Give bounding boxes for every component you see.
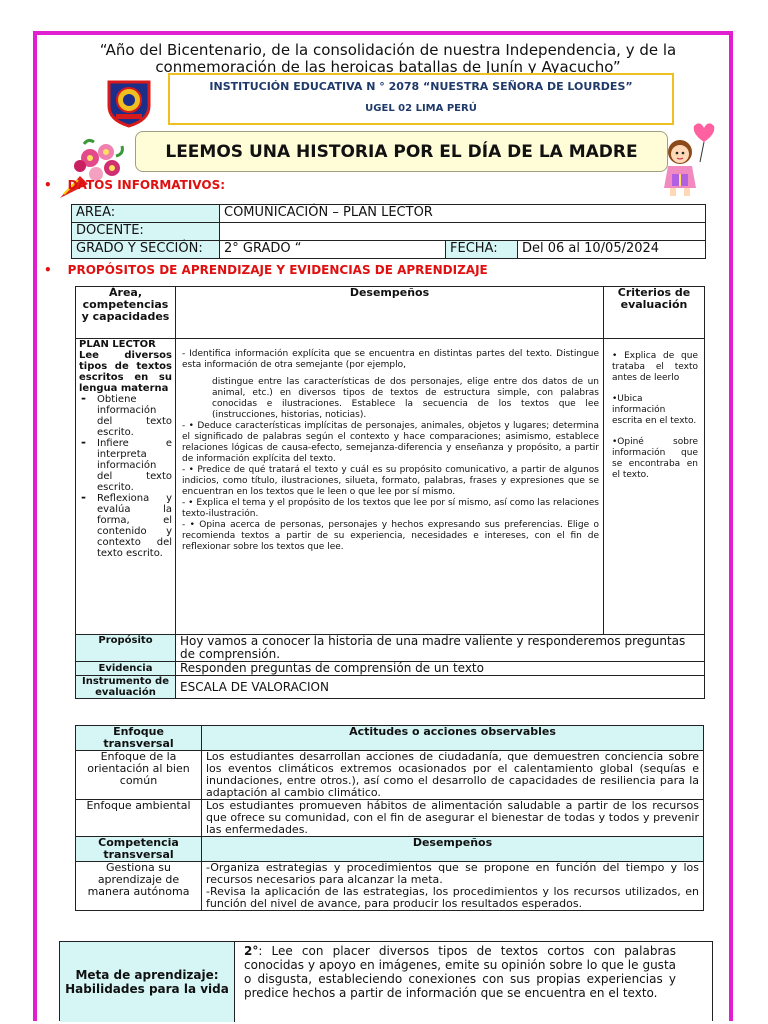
competencia-line: -Revisa la aplicación de las estrategias, los procedimientos y los recursos utilizados, en función del nivel de avance, para producir los resultados esperados.: [206, 885, 699, 910]
table-row: [72, 241, 706, 259]
area-value: COMUNICACIÓN – PLAN LECTOR: [220, 205, 706, 223]
area-label: AREA:: [72, 205, 220, 223]
page-title: LEEMOS UNA HISTORIA POR EL DÍA DE LA MADRE: [135, 131, 668, 172]
capacidades-list: [79, 394, 172, 559]
meta-label: Meta de aprendizaje: Habilidades para la vida: [60, 942, 235, 1022]
table-row: [76, 837, 704, 862]
col-enfoque: Enfoque transversal: [76, 726, 202, 751]
table-row: [76, 339, 705, 635]
competencia-name: Gestiona su aprendizaje de manera autónoma: [76, 862, 202, 911]
plan-lector-label: PLAN LECTOR: [79, 339, 156, 350]
col-desempenos: Desempeños: [176, 287, 604, 339]
table-row: [76, 662, 705, 676]
docente-label: DOCENTE:: [72, 223, 220, 241]
enfoque-name: Enfoque ambiental: [76, 800, 202, 837]
meta-box: [59, 941, 713, 1021]
instrumento-label: Instrumento de evaluación: [76, 676, 176, 699]
list-item: - Reflexiona y evalúa la forma, el contenido y contexto del texto escrito.: [79, 493, 172, 559]
desempeno-2: - • Deduce características implícitas de personajes, animales, objetos y lugares; determina el significado de palabras según el contexto y hace comparaciones; asimismo, establece relaciones lógicas de causa-efecto, semejanza-diferencia y enseñanza y propósito, a partir de información explícita del texto.: [182, 421, 599, 464]
desempeno-4: - • Explica el tema y el propósito de los textos que lee por sí mismo, así como las relaciones texto-ilustración.: [182, 498, 599, 519]
table-row: [76, 862, 704, 911]
table-row: [76, 635, 705, 662]
enfoque-text: Los estudiantes desarrollan acciones de ciudadanía, que demuestren conciencia sobre los eventos climáticos extremos ocasionados por el calentamiento global (sequías e inundaciones, entre otros.), así como el desarrollo de capacidades de resiliencia para la adaptación al cambio climático.: [202, 751, 704, 800]
instrumento-value: ESCALA DE VALORACION: [176, 676, 705, 699]
institution-box: [168, 73, 674, 125]
flower-bouquet-icon: [50, 136, 130, 202]
desempeno-3: - • Predice de qué tratará el texto y cuál es su propósito comunicativo, a partir de algunos indicios, como título, ilustraciones, silueta, formato, palabras, frases y expresiones que se encuentran en los textos que le leen o que lee por sí mismo.: [182, 465, 599, 497]
desempeno-1: - Identifica información explícita que se encuentra en distintas partes del texto. Distingue esta información de otra semejante (por ejemplo,: [182, 349, 599, 370]
meta-body: : Lee con placer diversos tipos de textos cortos con palabras conocidas y apoyo en imágenes, emite su opinión sobre lo que le gusta o disgusta, estableciendo conexiones con sus propias experiencias y predice hechos a partir de información que se encuentra en el texto.: [244, 944, 676, 1000]
col-area: Área, competencias y capacidades: [76, 287, 176, 339]
section-propositos: • PROPÓSITOS DE APRENDIZAJE Y EVIDENCIAS DE APRENDIZAJE: [44, 263, 488, 277]
list-item: - Obtiene información del texto escrito.: [79, 394, 172, 438]
datos-table: [71, 204, 706, 259]
institution-cut-line: UGEL 02 LIMA PERÚ: [365, 103, 477, 114]
institution-name: INSTITUCIÓN EDUCATIVA N ° 2078 “NUESTRA SEÑORA DE LOURDES”: [209, 80, 633, 93]
competencia-text: Lee diversos tipos de textos escritos en su lengua materna: [79, 350, 172, 394]
desempeno-1b: distingue entre las características de dos personajes, elige entre dos datos de un animal, etc.) en diversos tipos de textos de estructura simple, con palabras conocidas e ilustraciones. Establece la secuencia de los textos que lee (instrucciones, historias, noticias).: [212, 377, 599, 420]
col-competencia: Competencia transversal: [76, 837, 202, 862]
table-row: [76, 676, 705, 699]
criterio-1: • Explica de que trataba el texto antes de leerlo: [612, 351, 698, 383]
criterio-2: •Ubica información escrita en el texto.: [612, 394, 697, 426]
table-row: [76, 800, 704, 837]
table-row: [76, 287, 705, 339]
section-propositos-label: PROPÓSITOS DE APRENDIZAJE Y EVIDENCIAS DE APRENDIZAJE: [67, 263, 488, 277]
criterio-3: •Opiné sobre información que se encontraba en el texto.: [612, 437, 698, 480]
col-comp-desempenos: Desempeños: [202, 837, 704, 862]
list-item: - Infiere e interpreta información del texto escrito.: [79, 438, 172, 493]
propositos-table: [75, 286, 705, 699]
table-row: [76, 726, 704, 751]
enfoques-table: [75, 725, 704, 911]
desempenos-cell: [176, 339, 604, 635]
proposito-label: Propósito: [76, 635, 176, 662]
col-criterios: Criterios de evaluación: [604, 287, 705, 339]
competencia-desempenos: [202, 862, 704, 911]
meta-grade: 2°: [244, 944, 259, 958]
section-datos-label: DATOS INFORMATIVOS:: [67, 178, 226, 192]
competencia-cell: [76, 339, 176, 635]
table-row: [72, 223, 706, 241]
criterios-cell: [604, 339, 705, 635]
meta-text: [244, 944, 676, 1000]
evidencia-value: Responden preguntas de comprensión de un texto: [176, 662, 705, 676]
docente-value: [220, 223, 706, 241]
desempeno-5: - • Opina acerca de personas, personajes y hechos expresando sus preferencias. Elige o recomienda textos a partir de su experiencia, necesidades e intereses, con el fin de reflexionar sobre los textos que lee.: [182, 520, 599, 552]
grado-value: 2° GRADO “: [220, 241, 446, 259]
proposito-value: Hoy vamos a conocer la historia de una madre valiente y responderemos preguntas de comprensión.: [176, 635, 705, 662]
competencia-line: -Organiza estrategias y procedimientos que se propone en función del tiempo y los recursos necesarios para alcanzar la meta.: [206, 861, 699, 886]
col-actitudes: Actitudes o acciones observables: [202, 726, 704, 751]
fecha-label: FECHA:: [446, 241, 518, 259]
section-datos: • DATOS INFORMATIVOS:: [44, 178, 226, 192]
table-row: [76, 751, 704, 800]
motto-text: “Año del Bicentenario, de la consolidación de nuestra Independencia, y de la conmemoración de las heroicas batallas de Junín y Ayacucho”: [99, 41, 677, 76]
table-row: [72, 205, 706, 223]
enfoque-text: Los estudiantes promueven hábitos de alimentación saludable a partir de los recursos que ofrece su comunidad, con el fin de asegurar el bienestar de todas y todos y prevenir las enfermedades.: [202, 800, 704, 837]
grado-label: GRADO Y SECCIÓN:: [72, 241, 220, 259]
fecha-value: Del 06 al 10/05/2024: [518, 241, 706, 259]
evidencia-label: Evidencia: [76, 662, 176, 676]
enfoque-name: Enfoque de la orientación al bien común: [76, 751, 202, 800]
school-logo: [104, 78, 154, 128]
motto: [70, 42, 706, 76]
